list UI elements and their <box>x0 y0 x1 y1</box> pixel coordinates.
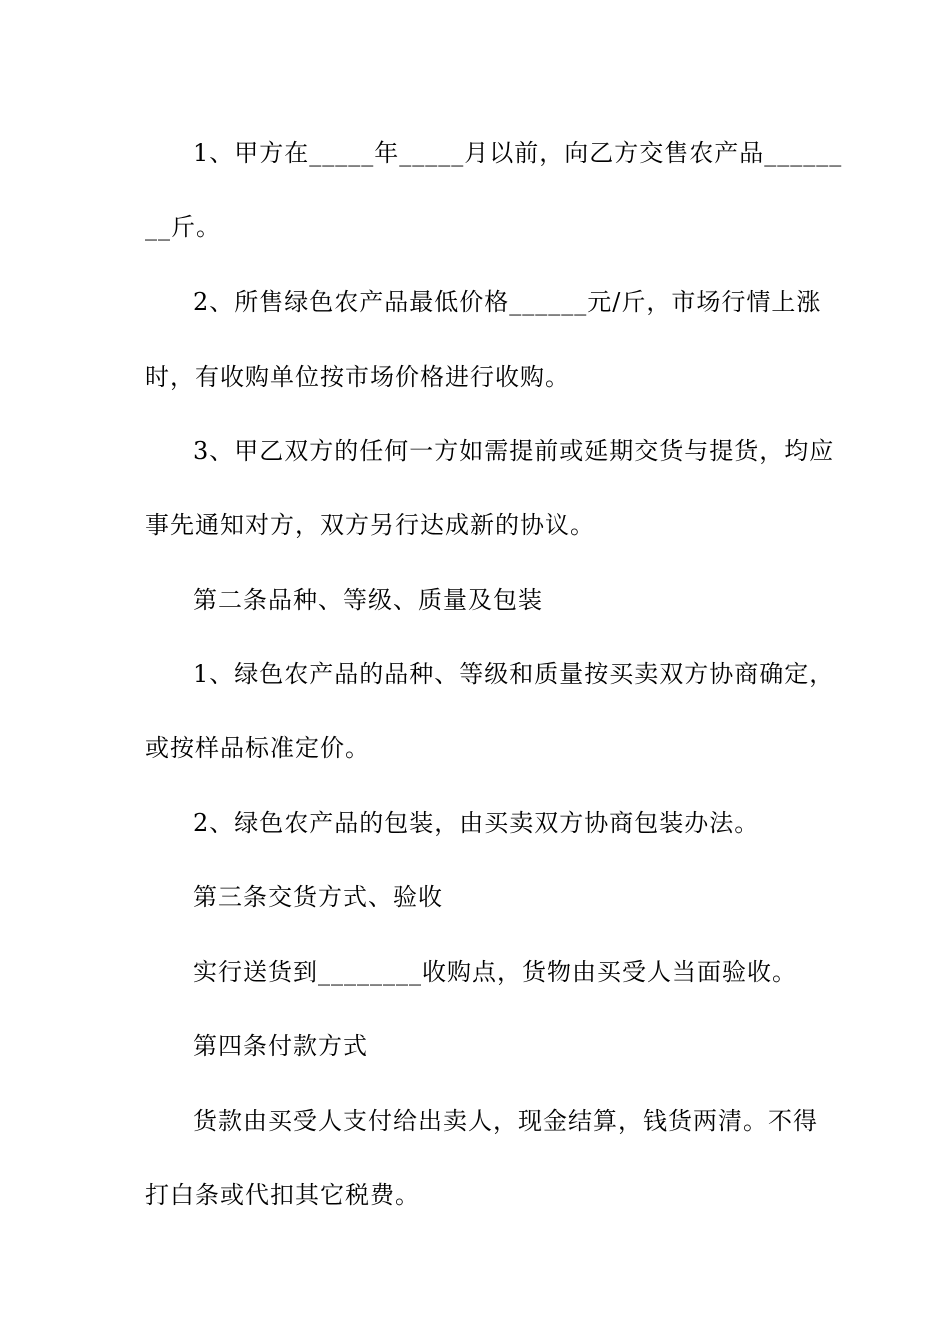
clause-2-line-1: 2、所售绿色农产品最低价格______元/斤，市场行情上涨 <box>193 288 822 316</box>
section-4-body-line-2: 打白条或代扣其它税费。 <box>145 1181 420 1209</box>
clause-3-line-1: 3、甲乙双方的任何一方如需提前或延期交货与提货，均应 <box>193 437 835 465</box>
clause-3-line-2: 事先通知对方，双方另行达成新的协议。 <box>145 511 595 539</box>
section-4-body-line-1: 货款由买受人支付给出卖人，现金结算，钱货两清。不得 <box>193 1107 818 1135</box>
section-2-clause-1-line-1: 1、绿色农产品的品种、等级和质量按买卖双方协商确定， <box>193 660 835 688</box>
section-3-body: 实行送货到________收购点，货物由买受人当面验收。 <box>193 958 797 986</box>
section-3-heading: 第三条交货方式、验收 <box>193 883 443 911</box>
section-2-heading: 第二条品种、等级、质量及包装 <box>193 586 543 614</box>
clause-1-line-2: __斤。 <box>145 213 221 241</box>
section-4-heading: 第四条付款方式 <box>193 1032 368 1060</box>
clause-1-line-1: 1、甲方在_____年_____月以前，向乙方交售农产品______ <box>193 139 843 167</box>
section-2-clause-2: 2、绿色农产品的包装，由买卖双方协商包装办法。 <box>193 809 760 837</box>
section-2-clause-1-line-2: 或按样品标准定价。 <box>145 734 370 762</box>
clause-2-line-2: 时，有收购单位按市场价格进行收购。 <box>145 363 570 391</box>
